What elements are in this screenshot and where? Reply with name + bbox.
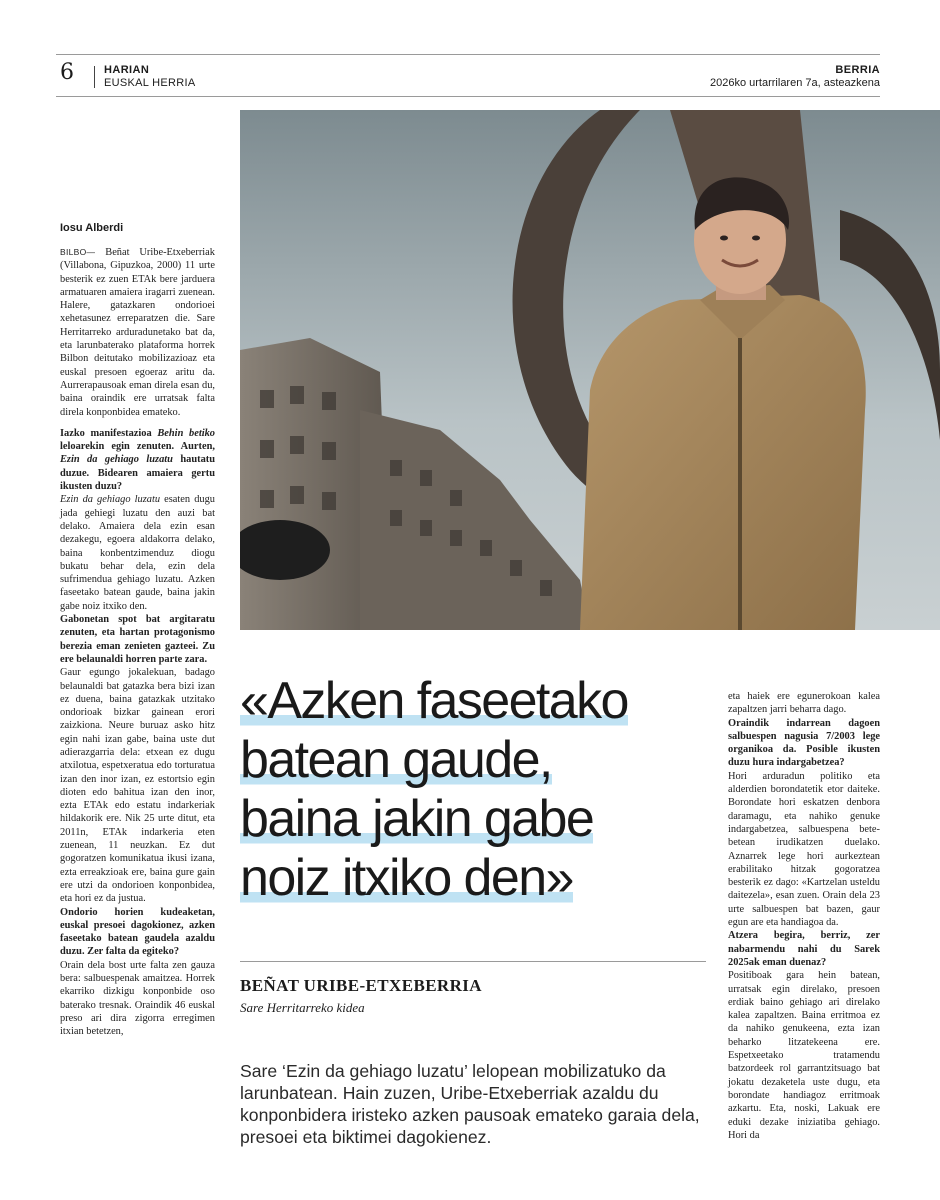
question-2: Gabonetan spot bat argitaratu zenuten, eta hartan protagonismo berezia eman zenieten gazteei. Zu ere belaunaldi horren parte zara. (60, 614, 215, 665)
header-top-rule (56, 54, 880, 55)
question-1-italic: Ezin da gehiago luzatu (60, 454, 173, 466)
question-5: Atzera begira, berriz, zer nabarmendu nahi du Sarek 2025ak eman duenaz? (728, 930, 880, 968)
answer-3: Orain dela bost urte falta zen gauza bera: salbuespenak amaitzea. Horrek ekarriko dizkigu konponbide oso baterako tresnak. Oraindik 46 euskal preso ari dira zigorra erregimen itxian betetzen, (60, 959, 215, 1038)
jacket-zip (738, 338, 742, 630)
person-body (580, 295, 866, 630)
article-lead: Sare ‘Ezin da gehiago luzatu’ lelopean mobilizatuko da larunbatean. Hain zuzen, Uribe-Etxeberriak azaldu du konponbidera iristeko azken pausoak emateko garaia dela, presoei eta biktimei dagokienez. (240, 1061, 700, 1147)
masthead (710, 64, 880, 90)
question-1 (60, 427, 215, 493)
question-1-part: leloarekin egin zenuten. Aurten, (60, 441, 215, 453)
section-title: HARIAN (104, 64, 150, 76)
question-3: Ondorio horien kudeaketan, euskal presoei dagokionez, azken faseetako batean gaudela azaldu duzu. Zer falta da egiteko? (60, 906, 215, 958)
eye-left (720, 236, 728, 241)
author-byline: Iosu Alberdi (60, 222, 124, 234)
page-number: 6 (60, 60, 74, 85)
question-1-italic: Behin betiko (157, 427, 215, 439)
answer-1-text: esaten dugu jada gehiegi luzatu den auzi bat delako. Amaiera dela ezin esan dezakegu, egoera aldakorra delako, baina konbentzimenduz diogu bukatu behar dela, ezin dela sufrimendua gehiago luzatu. Azken faseetako batean gaude, baina jakin gabe noiz itxiko den. (60, 494, 215, 612)
answer-4: Hori arduradun politiko eta alderdien borondatetik etor daiteke. Borondate hori eskatzen denbora daramagu, eta nahiko genuke indargabetzea, salbuespena bete-betean irudikatzen duelako. Aznarrek lege hori aurkeztean erabilitako hitzak gogoratzea besterik ez dago: «Kartzelan usteldu daitezela», esan zuen. Orain dela 23 urte salbuespen bat bazen, gaur egun are eta handiagoa da. (728, 770, 880, 929)
question-1-part: Iazko manifestazioa (60, 427, 158, 439)
subsection-title: EUSKAL HERRIA (104, 77, 196, 89)
article-intro (60, 246, 215, 419)
publication-name: BERRIA (835, 64, 880, 76)
dateline: BILBO— (60, 247, 96, 257)
question-1-part: hautatu duzue. Bidearen amaiera gertu ikusten duzu? (60, 454, 216, 493)
interviewee-name: BEÑAT URIBE-ETXEBERRIA (240, 976, 482, 995)
answer-5: Positiboak gara hein batean, urratsak egin direlako, presoen erdiak baino gehiago ari direlako kalea zapaltzen. Baina erritmoa ez da nahiko genukeena, ezta izan beharko litzatekeena ere. Espetxeetako tratamendu batzordeek rol garrantzitsuago bat jokatu dezaketela uste dugu, eta borondate handiagoz erritmoak azkartu. Eta, noski, Lakuak ere eduki dezake iniziatiba gehiago. Hori da (728, 970, 880, 1141)
intro-text: Beñat Uribe-Etxeberriak (Villabona, Gipuzkoa, 2000) 11 urte besterik ez zuen ETAk bere jarduera armatuaren amaiera iragarri zuenean. Halere, gatazkaren ondorioei xehetasunez erreparatzen die. Sare Herritarreko arduradunetako bat da, eta larunbaterako plataforma horrek Bilbon deitutako mobilizazioaz eta euskal presoen egoeraz aritu da. Aurrerapausoak eman direla esan du, baina oraindik ere urratsak falta direla konponbidea emateko. (60, 247, 215, 418)
article-photo (240, 110, 940, 630)
interviewee-role: Sare Herritarreko kidea (240, 1000, 365, 1015)
person-divider (240, 961, 706, 962)
portrait-illustration (240, 110, 940, 630)
header-bottom-rule (56, 96, 880, 97)
eye-right (752, 236, 760, 241)
article-column-right (728, 690, 880, 1142)
answer-3-continued: eta haiek ere egunerokoan kalea zapaltzen jarri beharra dago. (728, 691, 880, 716)
question-4: Oraindik indarrean dagoen salbuespen nagusia 7/2003 lege organikoa da. Posible ikusten duzu hura indargabetzea? (728, 717, 880, 769)
answer-2: Gaur egungo jokalekuan, badago belaunaldi bat gatazka bera bizi izan ez duena, baina gatazkak utzitako ondorioak bizkar gainean erori zaizkiona. Neure buruaz asko hitz egin nahi izan gabe, baina uste dut adierazgarria dela: etxean ez dugu atxilotua, espetxeratua edo torturatua izan den inor izan, ez estortsio egin dioten edo bahitua izan den inor, ezta ETAk edo estatu indarkeriak hildakorik ere. Nik 25 urte ditut, eta 2011n, ETAk indarkeria eten zuenean, 11 neuzkan. Ez dut gogoratzen komunikatua ikusi izana, ezta erreakzioak ere, baina gure gain ere utzi da ondorioen konponbidea, eta hori ez da justua. (60, 667, 215, 905)
section-divider (94, 66, 95, 88)
article-column-left (60, 246, 215, 1039)
answer-1 (60, 493, 215, 613)
headline (240, 672, 650, 908)
headline-text: «Azken faseetako batean gaude, baina jakin gabe noiz itxiko den» (240, 672, 628, 907)
answer-1-italic: Ezin da gehiago luzatu (60, 494, 161, 506)
section-label (104, 64, 196, 90)
publication-date: 2026ko urtarrilaren 7a, asteazkena (710, 77, 880, 89)
